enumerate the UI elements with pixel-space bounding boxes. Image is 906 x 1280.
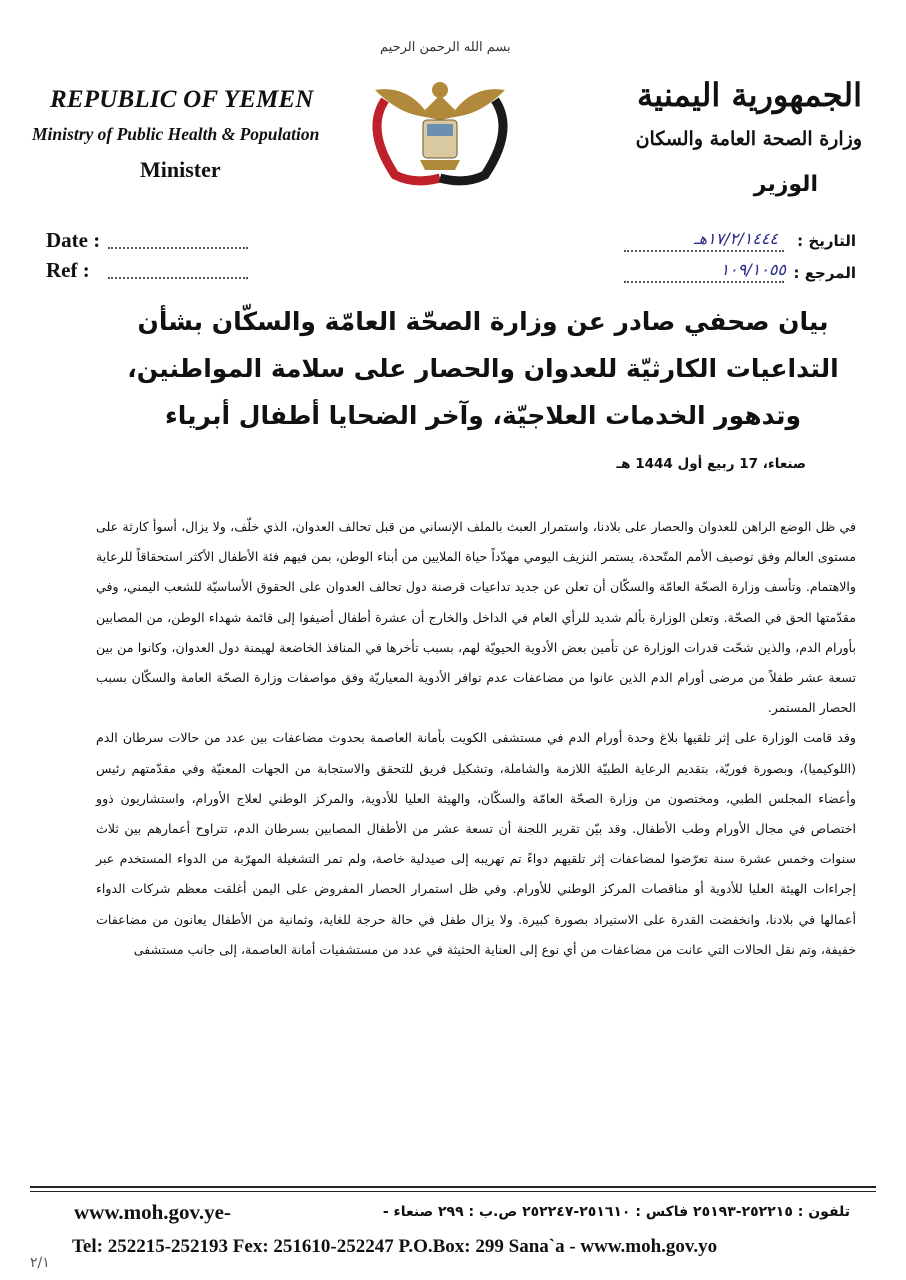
ref-label: Ref : (46, 258, 90, 282)
statement-body (96, 512, 856, 965)
en-office-title: Minister (140, 157, 221, 182)
ar-ref-value: ١٠٩/١٠٥٥ (720, 260, 786, 279)
footer-english-contact: Tel: 252215-252193 Fex: 251610-252247 P.O.Box: 299 Sana`a - www.moh.gov.yo (72, 1236, 718, 1257)
body-paragraph: وقد قامت الوزارة على إثر تلقيها بلاغ وحدة أورام الدم في مستشفى الكويت بأمانة العاصمة بحدوث مضاعفات بين عدد من حالات سرطان الدم (اللوكيميا)، وبصورة فوريّة، بتقديم الرعاية الطبيّة اللازمة والشاملة، وتشكيل فريق للتحقق والاستجابة من الجهات المعنيّة وفي مقدّمتهم رئيس وأعضاء المجلس الطبي، ومختصون من وزارة الصحّة العامّة والسكّان، والهيئة العليا للأدوية، والمركز الوطني لعلاج الأورام، واستشاريون ذوو اختصاص في مجال الأورام وطب الأطفال. وقد بيّن تقرير اللجنة أن تسعة عشر من الأطفال المصابين بسرطان الدم، تتراوح أعمارهم بين ثلاث سنوات وخمس عشرة سنة تعرّضوا لمضاعفات إثر تلقيهم دواءً تم تهريبه إلى صيدلية خاصة، ولم تمر التشغيلة المهرّبة من الدواء المستخدم عبر إجراءات الهيئة العليا للأدوية أو مناقصات المركز الوطني للأورام. وفي ظل استمرار الحصار المفروض على اليمن أغلقت معظم شركات الدواء أعمالها في بلادنا، وانخفضت القدرة على الاستيراد بصورة كبيرة. ولا يزال طفل في حالة حرجة للغاية، وثمانية من الأطفال يعانون من مضاعفات خفيفة، وتم نقل الحالات التي عانت من مضاعفات من أي نوع إلى العناية الحثيثة في عدد من مستشفيات أمانة العاصمة، إلى جانب مستشفى (96, 730, 856, 957)
footer-rule-thin (30, 1191, 876, 1192)
footer-website: www.moh.gov.ye- (74, 1200, 231, 1224)
ar-date-label: التاريخ : (797, 232, 856, 250)
statement-title: بيان صحفي صادر عن وزارة الصحّة العامّة والسكّان بشأن التداعيات الكارثيّة للعدوان والحصار على سلامة المواطنين، وتدهور الخدمات العلاجيّة، وآخر الضحايا أطفال أبرياء (127, 307, 839, 430)
ar-ref-label: المرجع : (793, 264, 856, 282)
footer-arabic-contact: تلفون : ٢٥٢٢١٥-٢٥١٩٣ فاكس : ٢٥١٦١٠-٢٥٢٢٤٧ ص.ب : ٢٩٩ صنعاء - (382, 1204, 850, 1220)
date-dotted-line (108, 247, 248, 249)
date-label: Date : (46, 228, 101, 252)
ar-country-name: الجمهورية اليمنية (637, 76, 862, 114)
ar-ministry-name: وزارة الصحة العامة والسكان (635, 128, 862, 150)
dateline: صنعاء، 17 ربيع أول 1444 هـ (616, 456, 806, 472)
footer-rule (30, 1186, 876, 1188)
page-number: ٢/١ (30, 1255, 50, 1271)
ar-ref-dotted-line (624, 281, 784, 283)
basmala: بسم الله الرحمن الرحيم (380, 40, 511, 55)
ref-dotted-line (108, 277, 248, 279)
en-ministry-name: Ministry of Public Health & Population (32, 124, 320, 144)
yemen-eagle-emblem-icon (355, 60, 525, 190)
ar-office-title: الوزير (753, 172, 818, 197)
body-paragraph: في ظل الوضع الراهن للعدوان والحصار على بلادنا، واستمرار العبث بالملف الإنساني من قبل تحالف العدوان، الذي خلّف، ولا يزال، أسوأ كارثة على مستوى العالم وفق توصيف الأمم المتّحدة، يستمر النزيف اليومي مهدّداً حياة الملايين من أبناء الوطن، بمن فيهم فئة الأطفال الأكثر استحقاقاً للرعاية والاهتمام. وتأسف وزارة الصحّة العامّة والسكّان أن تعلن عن جديد تداعيات قرصنة دول تحالف العدوان على الحقوق الأساسيّة للشعب اليمني، وفي مقدّمتها الحق في الصحّة. وتعلن الوزارة بألم شديد للرأي العام في الداخل والخارج أن عشرة أطفال أضيفوا إلى قائمة شهداء الوطن، من المصابين بأورام الدم، والذين شحّت قدرات الوزارة عن تأمين بعض الأدوية الحيويّة لهم، بسبب تأخرها في المنافذ الخاضعة لهيمنة دول العدوان، وكانوا من بين تسعة عشر طفلاً من مرضى أورام الدم الذين عانوا من مضاعفات عدم توافر الأدوية المعياريّة وفق مواصفات وزارة الصحّة العامة والسكّان بسبب الحصار المستمر. (96, 519, 856, 716)
en-country-name: REPUBLIC OF YEMEN (50, 86, 314, 113)
ar-date-dotted-line (624, 250, 784, 252)
ar-date-value: ١٧/٢/١٤٤٤هـ (693, 229, 778, 248)
